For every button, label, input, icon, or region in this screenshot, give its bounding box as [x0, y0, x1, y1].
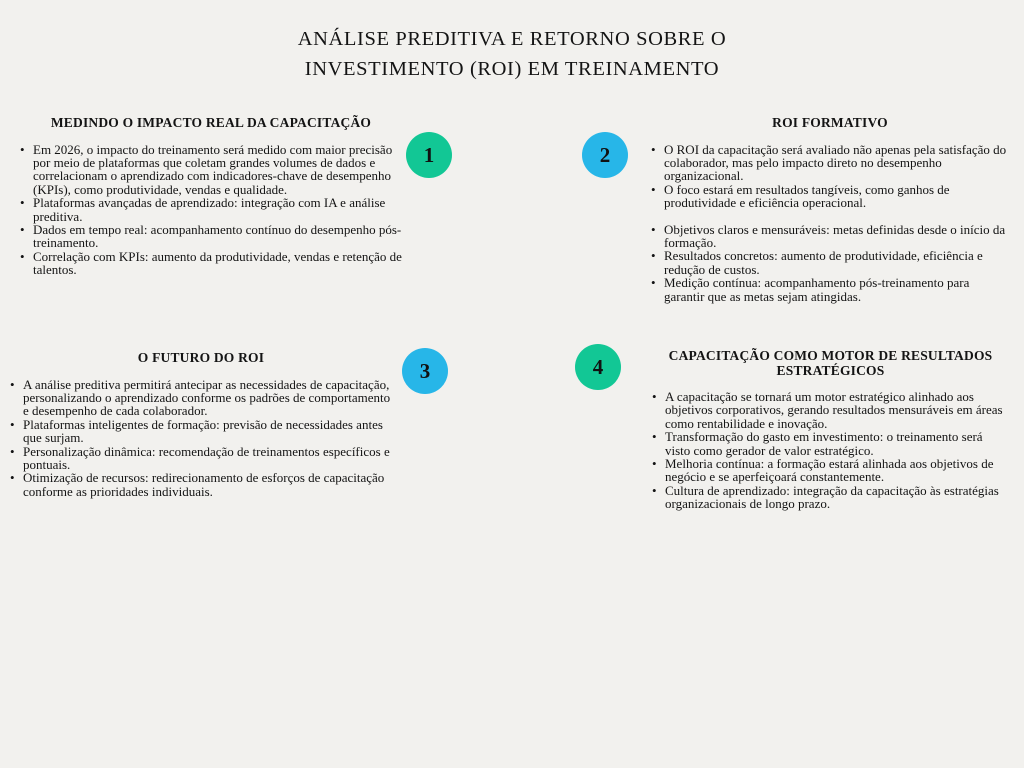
bullet-item: • Cultura de aprendizado: integração da capacitação às estratégias organizacionais de longo prazo.: [652, 484, 1009, 511]
bullet-list: [651, 223, 1009, 303]
section-futuro-do-roi: [10, 351, 392, 498]
bullet-item: • O foco estará em resultados tangíveis, como ganhos de produtividade e eficiência operacional.: [651, 183, 1009, 210]
bullet-item: • Plataformas inteligentes de formação: previsão de necessidades antes que surjam.: [10, 418, 392, 445]
bullet-item: • Correlação com KPIs: aumento da produtividade, vendas e retenção de talentos.: [20, 250, 402, 277]
step-badge-2: 2: [582, 132, 628, 178]
bullet-item: • A capacitação se tornará um motor estratégico alinhado aos objetivos corporativos, gerando resultados mensuráveis em áreas como rentabilidade e inovação.: [652, 390, 1009, 430]
bullet-item: • Dados em tempo real: acompanhamento contínuo do desempenho pós-treinamento.: [20, 223, 402, 250]
step-badge-4: 4: [575, 344, 621, 390]
page-title-line-2: INVESTIMENTO (ROI) EM TREINAMENTO: [304, 58, 720, 80]
bullet-list: [20, 143, 402, 277]
section-measuring-impact: [20, 116, 402, 277]
bullet-list: [10, 378, 392, 499]
section-heading: ROI FORMATIVO: [772, 115, 888, 130]
bullet-item: • Em 2026, o impacto do treinamento será medido com maior precisão por meio de plataformas que coletam grandes volumes de dados e correlacionam o aprendizado com indicadores-chave de desempenho (KPIs), como produtividade, vendas e qualidade.: [20, 143, 402, 197]
bullet-item: • O ROI da capacitação será avaliado não apenas pela satisfação do colaborador, mas pelo impacto direto no desempenho organizacional.: [651, 143, 1009, 183]
section-roi-formativo: [651, 116, 1009, 303]
bullet-item: • A análise preditiva permitirá antecipar as necessidades de capacitação, personalizando o aprendizado conforme os padrões de comportamento e desempenho de cada colaborador.: [10, 378, 392, 418]
section-heading: O FUTURO DO ROI: [137, 350, 265, 365]
bullet-item: • Otimização de recursos: redirecionamento de esforços de capacitação conforme as prioridades individuais.: [10, 471, 392, 498]
bullet-item: • Medição contínua: acompanhamento pós-treinamento para garantir que as metas sejam atingidas.: [651, 276, 1009, 303]
bullet-list: [652, 390, 1009, 511]
bullet-item: • Objetivos claros e mensuráveis: metas definidas desde o início da formação.: [651, 223, 1009, 250]
bullet-item: • Transformação do gasto em investimento: o treinamento será visto como gerador de valor estratégico.: [652, 430, 1009, 457]
step-badge-3: 3: [402, 348, 448, 394]
page-title: [0, 24, 1024, 84]
bullet-list: [651, 143, 1009, 210]
bullet-item: • Resultados concretos: aumento de produtividade, eficiência e redução de custos.: [651, 249, 1009, 276]
section-heading: MEDINDO O IMPACTO REAL DA CAPACITAÇÃO: [50, 115, 372, 130]
bullet-item: • Melhoria contínua: a formação estará alinhada aos objetivos de negócio e se aperfeiçoará constantemente.: [652, 457, 1009, 484]
page-title-line-1: ANÁLISE PREDITIVA E RETORNO SOBRE O: [297, 28, 727, 50]
step-badge-1: 1: [406, 132, 452, 178]
section-heading: CAPACITAÇÃO COMO MOTOR DE RESULTADOS ESTRATÉGICOS: [668, 348, 993, 378]
bullet-item: • Personalização dinâmica: recomendação de treinamentos específicos e pontuais.: [10, 445, 392, 472]
bullet-item: • Plataformas avançadas de aprendizado: integração com IA e análise preditiva.: [20, 196, 402, 223]
section-capacitacao-motor: [652, 349, 1009, 511]
